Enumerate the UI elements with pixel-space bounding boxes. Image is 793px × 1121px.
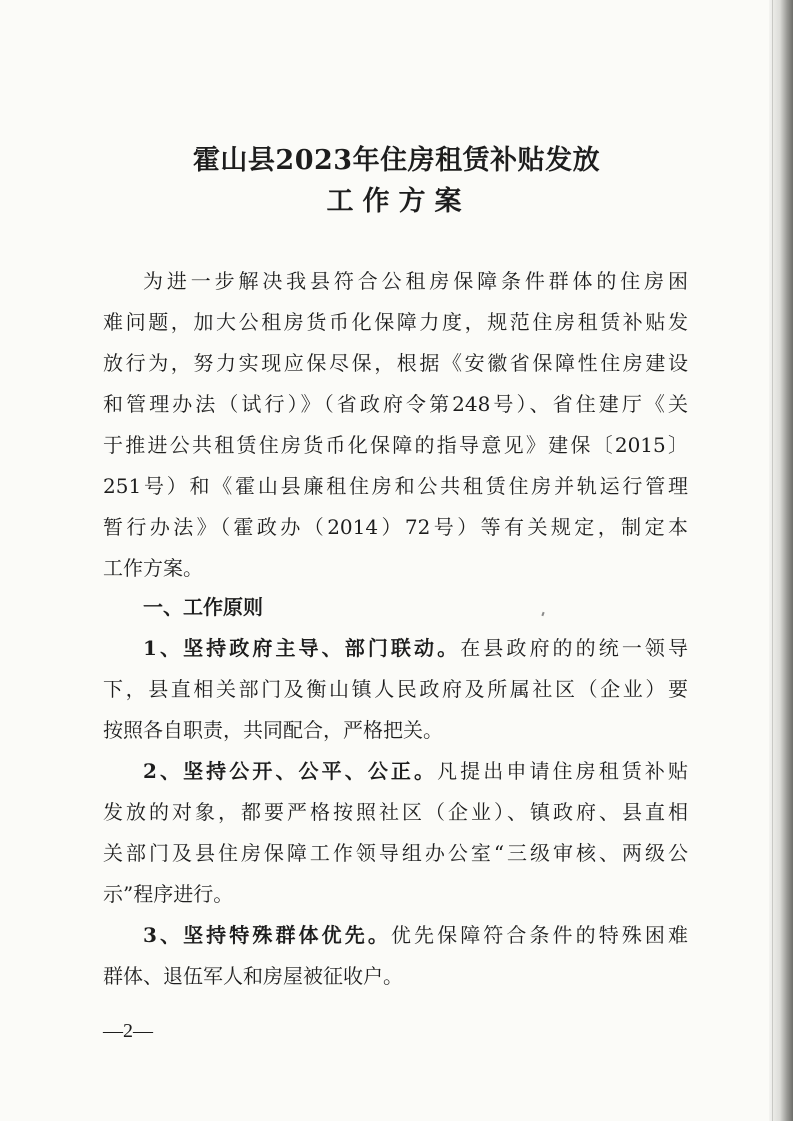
intro-line-7: 暂行办法》（霍政办（2014）72号）等有关规定，制定本 bbox=[103, 515, 688, 539]
principle-2-text: 凡提出申请住房租赁补贴 bbox=[437, 759, 688, 783]
page-number: —2— bbox=[103, 1020, 153, 1042]
intro-line-4: 和管理办法（试行）》（省政府令第248号）、省住建厅《关 bbox=[103, 392, 688, 416]
document-title-line1: 霍山县2023年住房租赁补贴发放 bbox=[192, 145, 601, 176]
intro-line-1: 为进一步解决我县符合公租房保障条件群体的住房困 bbox=[143, 269, 688, 293]
scan-speck bbox=[541, 612, 544, 616]
principle-1-first-line bbox=[143, 633, 688, 663]
principle-2-line-4: 示”程序进行。 bbox=[103, 882, 234, 906]
principle-2-title: 2、坚持公开、公平、公正。 bbox=[143, 759, 438, 783]
intro-line-6: 251号）和《霍山县廉租住房和公共租赁住房并轨运行管理 bbox=[103, 474, 688, 498]
principle-2-line-2: 发放的对象，都要严格按照社区（企业）、镇政府、县直相 bbox=[103, 800, 688, 824]
principle-2-line-3: 关部门及县住房保障工作领导组办公室“三级审核、两级公 bbox=[103, 841, 688, 865]
principle-2-first-line bbox=[143, 756, 688, 786]
principle-1-text: 在县政府的的统一领导 bbox=[460, 636, 689, 660]
intro-line-3: 放行为，努力实现应保尽保，根据《安徽省保障性住房建设 bbox=[103, 351, 688, 375]
intro-line-5: 于推进公共租赁住房货币化保障的指导意见》建保〔2015〕 bbox=[103, 433, 688, 457]
intro-line-2: 难问题，加大公租房货币化保障力度，规范住房租赁补贴发 bbox=[103, 310, 688, 334]
principle-3-line-2: 群体、退伍军人和房屋被征收户。 bbox=[103, 964, 403, 988]
principle-3-text: 优先保障符合条件的特殊困难 bbox=[390, 923, 689, 947]
section-heading-principles: 一、工作原则 bbox=[143, 595, 263, 619]
principle-1-line-2: 下，县直相关部门及衡山镇人民政府及所属社区（企业）要 bbox=[103, 677, 688, 701]
principle-3-title: 3、坚持特殊群体优先。 bbox=[143, 923, 391, 947]
principle-1-line-3: 按照各自职责，共同配合，严格把关。 bbox=[103, 718, 443, 742]
document-title-line2: 工作方案 bbox=[326, 186, 471, 217]
principle-3-first-line bbox=[143, 920, 688, 950]
principle-1-title: 1、坚持政府主导、部门联动。 bbox=[143, 636, 461, 660]
intro-line-8: 工作方案。 bbox=[103, 556, 203, 580]
